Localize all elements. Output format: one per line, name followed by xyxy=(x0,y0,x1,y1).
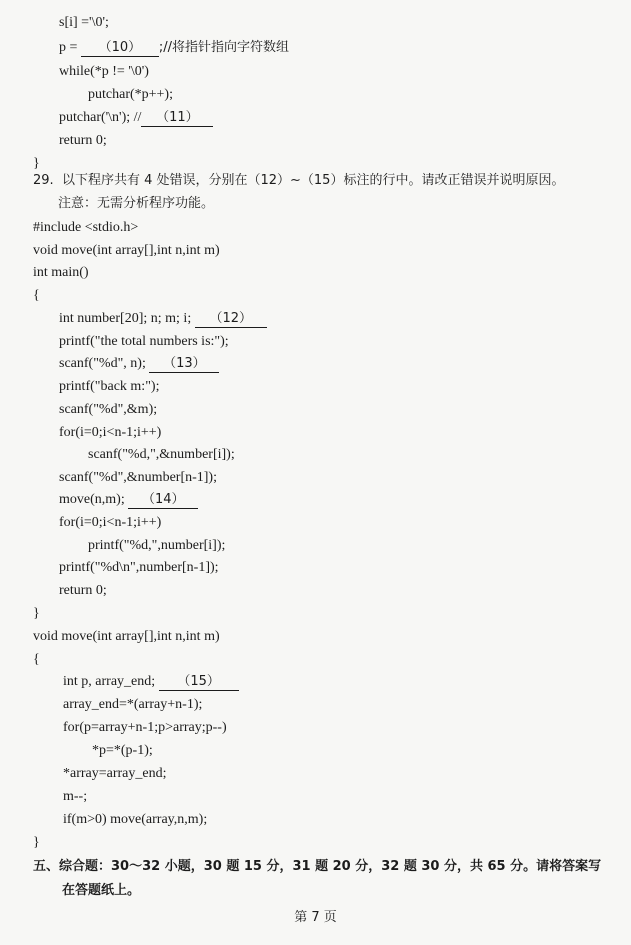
code-line: int number[20]; n; m; i; （12） xyxy=(59,310,267,328)
code-line: *array=array_end; xyxy=(63,766,167,781)
code-line: } xyxy=(33,606,40,621)
code-line: scanf("%d",&number[n-1]); xyxy=(59,470,217,485)
code-line: *p=*(p-1); xyxy=(92,743,153,758)
code-line: printf("%d,",number[i]); xyxy=(88,538,226,553)
code-line: void move(int array[],int n,int m) xyxy=(33,243,220,258)
code-line: } xyxy=(33,156,40,171)
code-line: { xyxy=(33,652,40,667)
code-line: return 0; xyxy=(59,583,107,598)
code-line: putchar(*p++); xyxy=(88,87,173,102)
code-line: void move(int array[],int n,int m) xyxy=(33,629,220,644)
code-line: #include <stdio.h> xyxy=(33,220,139,235)
answer-blank-11: （11） xyxy=(141,110,213,127)
code-line: if(m>0) move(array,n,m); xyxy=(63,812,208,827)
code-line: scanf("%d",&m); xyxy=(59,402,158,417)
code-line: for(i=0;i<n-1;i++) xyxy=(59,425,162,440)
code-line: int main() xyxy=(33,265,89,280)
question-29-note: 注意：无需分析程序功能。 xyxy=(58,196,215,211)
code-line: m--; xyxy=(63,789,88,804)
code-line: scanf("%d", n); （13） xyxy=(59,355,219,373)
code-line: while(*p != '\0') xyxy=(59,64,149,79)
code-line: s[i] ='\0'; xyxy=(59,15,109,30)
answer-blank-10: （10） xyxy=(81,40,159,57)
answer-blank-13: （13） xyxy=(149,356,219,373)
code-line: printf("%d\n",number[n-1]); xyxy=(59,560,219,575)
code-line: { xyxy=(33,288,40,303)
answer-blank-14: （14） xyxy=(128,492,198,509)
code-line: } xyxy=(33,835,40,850)
code-line: printf("the total numbers is:"); xyxy=(59,334,229,349)
question-29-title: 29. 以下程序共有 4 处错误，分别在（12）~（15）标注的行中。请改正错误并说明原因。 xyxy=(33,173,565,188)
answer-blank-15: （15） xyxy=(159,674,239,691)
code-line: move(n,m); （14） xyxy=(59,491,198,509)
section-5-instruction: 在答题纸上。 xyxy=(62,883,141,898)
code-line: printf("back m:"); xyxy=(59,379,160,394)
page-number: 第 7 页 xyxy=(294,910,337,925)
code-line: int p, array_end; （15） xyxy=(63,673,239,691)
answer-blank-12: （12） xyxy=(195,311,267,328)
code-line: scanf("%d,",&number[i]); xyxy=(88,447,235,462)
code-line: array_end=*(array+n-1); xyxy=(63,697,203,712)
code-line: for(i=0;i<n-1;i++) xyxy=(59,515,162,530)
code-line: for(p=array+n-1;p>array;p--) xyxy=(63,720,227,735)
code-line: p = （10） ;//将指针指向字符数组 xyxy=(59,40,290,55)
code-line: putchar('\n'); // （11） xyxy=(59,109,213,127)
section-5-heading: 五、综合题：30～32 小题，30 题 15 分，31 题 20 分，32 题 30 分，共 65 分。请将答案写 xyxy=(33,859,602,874)
code-line: return 0; xyxy=(59,133,107,148)
